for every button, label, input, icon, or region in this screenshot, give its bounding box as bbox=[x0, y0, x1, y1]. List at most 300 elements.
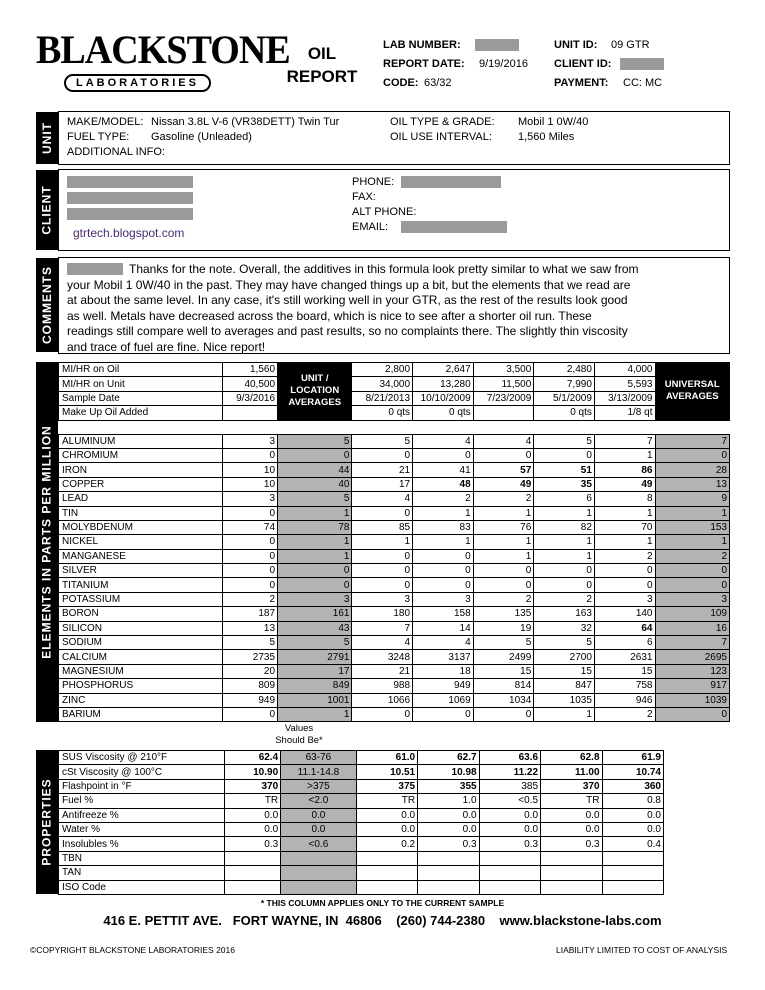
element-name: SILVER bbox=[59, 564, 223, 578]
table-row bbox=[59, 391, 730, 405]
element-universal-average: 3 bbox=[655, 592, 730, 606]
element-universal-average: 153 bbox=[655, 520, 730, 534]
element-history: 1 bbox=[473, 535, 534, 549]
element-history: 5 bbox=[534, 636, 595, 650]
cell-history: 8/21/2013 bbox=[352, 391, 413, 405]
property-row bbox=[59, 866, 664, 880]
element-history: 15 bbox=[534, 664, 595, 678]
cell-current: 40,500 bbox=[222, 377, 277, 391]
element-history: 4 bbox=[413, 434, 474, 448]
element-name: TITANIUM bbox=[59, 578, 223, 592]
element-history: 1069 bbox=[413, 693, 474, 707]
unit-box bbox=[58, 111, 730, 165]
copyright: ©COPYRIGHT BLACKSTONE LABORATORIES 2016 bbox=[30, 945, 235, 955]
property-history bbox=[356, 851, 417, 865]
table-row bbox=[59, 406, 730, 420]
element-unit-average: 161 bbox=[278, 607, 352, 621]
element-current: 0 bbox=[222, 535, 277, 549]
property-row bbox=[59, 765, 664, 779]
element-unit-average: 44 bbox=[278, 463, 352, 477]
comments-box bbox=[58, 257, 730, 354]
element-row bbox=[59, 535, 730, 549]
element-history: 18 bbox=[413, 664, 474, 678]
element-universal-average: 16 bbox=[655, 621, 730, 635]
element-history: 4 bbox=[413, 636, 474, 650]
property-history bbox=[541, 866, 602, 880]
element-current: 10 bbox=[222, 463, 277, 477]
property-row bbox=[59, 837, 664, 851]
property-history bbox=[418, 851, 479, 865]
lab-number-label: LAB NUMBER: bbox=[383, 39, 461, 51]
property-should-be: 0.0 bbox=[281, 822, 356, 836]
make-label: MAKE/MODEL: bbox=[67, 116, 144, 128]
element-history: 5 bbox=[534, 434, 595, 448]
cell-history: 34,000 bbox=[352, 377, 413, 391]
element-universal-average: 0 bbox=[655, 448, 730, 462]
property-history: TR bbox=[356, 794, 417, 808]
property-row bbox=[59, 822, 664, 836]
element-name: BARIUM bbox=[59, 707, 223, 721]
element-history: 2 bbox=[473, 492, 534, 506]
column-note: * THIS COLUMN APPLIES ONLY TO THE CURRENT SAMPLE bbox=[260, 898, 505, 908]
property-history: 63.6 bbox=[479, 751, 540, 765]
element-universal-average: 0 bbox=[655, 564, 730, 578]
element-history: 0 bbox=[594, 564, 655, 578]
spacer-row bbox=[59, 420, 730, 434]
property-history bbox=[479, 880, 540, 894]
values-should-be-header: Values Should Be* bbox=[275, 723, 323, 746]
cell-history: 0 qts bbox=[534, 406, 595, 420]
property-history: 0.0 bbox=[541, 822, 602, 836]
element-unit-average: 3 bbox=[278, 592, 352, 606]
element-unit-average: 43 bbox=[278, 621, 352, 635]
property-row bbox=[59, 808, 664, 822]
phone-label: PHONE: bbox=[352, 176, 395, 188]
element-history: 140 bbox=[594, 607, 655, 621]
element-history: 2 bbox=[594, 549, 655, 563]
oil-type-value: Mobil 1 0W/40 bbox=[518, 116, 589, 128]
element-history: 949 bbox=[413, 679, 474, 693]
property-row bbox=[59, 779, 664, 793]
row-label: MI/HR on Unit bbox=[59, 377, 223, 391]
oil-use-value: 1,560 Miles bbox=[518, 131, 575, 143]
element-universal-average: 109 bbox=[655, 607, 730, 621]
element-name: PHOSPHORUS bbox=[59, 679, 223, 693]
property-history: 0.0 bbox=[479, 808, 540, 822]
element-history: 1035 bbox=[534, 693, 595, 707]
cell-history bbox=[473, 406, 534, 420]
element-history: 57 bbox=[473, 463, 534, 477]
property-current: 370 bbox=[225, 779, 281, 793]
element-history: 1 bbox=[534, 549, 595, 563]
make-value: Nissan 3.8L V-6 (VR38DETT) Twin Tur bbox=[151, 116, 340, 128]
element-current: 0 bbox=[222, 506, 277, 520]
spacer-cell bbox=[59, 420, 730, 434]
element-universal-average: 9 bbox=[655, 492, 730, 506]
element-history: 1 bbox=[534, 535, 595, 549]
element-unit-average: 1 bbox=[278, 707, 352, 721]
element-row bbox=[59, 549, 730, 563]
table-row bbox=[59, 377, 730, 391]
row-label: Make Up Oil Added bbox=[59, 406, 223, 420]
element-name: LEAD bbox=[59, 492, 223, 506]
property-history: 0.8 bbox=[602, 794, 663, 808]
property-name: TBN bbox=[59, 851, 225, 865]
element-current: 13 bbox=[222, 621, 277, 635]
lab-number-redacted bbox=[475, 39, 519, 51]
element-name: CALCIUM bbox=[59, 650, 223, 664]
element-current: 949 bbox=[222, 693, 277, 707]
element-row bbox=[59, 636, 730, 650]
element-history: 76 bbox=[473, 520, 534, 534]
element-current: 20 bbox=[222, 664, 277, 678]
element-name: CHROMIUM bbox=[59, 448, 223, 462]
element-history: 814 bbox=[473, 679, 534, 693]
element-row bbox=[59, 448, 730, 462]
cell-history: 2,647 bbox=[413, 363, 474, 377]
element-name: SODIUM bbox=[59, 636, 223, 650]
element-unit-average: 849 bbox=[278, 679, 352, 693]
element-row bbox=[59, 520, 730, 534]
element-current: 10 bbox=[222, 477, 277, 491]
element-history: 70 bbox=[594, 520, 655, 534]
element-history: 4 bbox=[352, 636, 413, 650]
element-universal-average: 1 bbox=[655, 506, 730, 520]
element-unit-average: 78 bbox=[278, 520, 352, 534]
logo-sub-text: LABORATORIES bbox=[64, 74, 211, 92]
elements-section-label: ELEMENTS IN PARTS PER MILLION bbox=[36, 362, 58, 722]
element-history: 1 bbox=[413, 506, 474, 520]
element-history: 7 bbox=[352, 621, 413, 635]
element-history: 0 bbox=[352, 578, 413, 592]
property-history: 61.9 bbox=[602, 751, 663, 765]
property-history: 0.0 bbox=[418, 808, 479, 822]
element-history: 0 bbox=[473, 564, 534, 578]
element-history: 0 bbox=[352, 448, 413, 462]
property-name: Flashpoint in °F bbox=[59, 779, 225, 793]
property-history: 0.0 bbox=[602, 808, 663, 822]
element-universal-average: 917 bbox=[655, 679, 730, 693]
properties-section-label: PROPERTIES bbox=[36, 750, 58, 894]
property-history: 0.3 bbox=[479, 837, 540, 851]
property-history: TR bbox=[541, 794, 602, 808]
property-history: 1.0 bbox=[418, 794, 479, 808]
element-history: 32 bbox=[534, 621, 595, 635]
property-name: Antifreeze % bbox=[59, 808, 225, 822]
element-history: 0 bbox=[413, 578, 474, 592]
element-unit-average: 0 bbox=[278, 578, 352, 592]
element-name: NICKEL bbox=[59, 535, 223, 549]
property-history bbox=[541, 880, 602, 894]
property-should-be: <2.0 bbox=[281, 794, 356, 808]
element-history: 1 bbox=[594, 506, 655, 520]
element-universal-average: 123 bbox=[655, 664, 730, 678]
cell-history: 7/23/2009 bbox=[473, 391, 534, 405]
element-history: 15 bbox=[473, 664, 534, 678]
unit-averages-header: UNIT / LOCATION AVERAGES bbox=[278, 363, 352, 421]
fax-label: FAX: bbox=[352, 191, 376, 203]
cell-history: 7,990 bbox=[534, 377, 595, 391]
title-line1: OIL bbox=[307, 44, 337, 63]
element-history: 1 bbox=[534, 506, 595, 520]
element-history: 0 bbox=[534, 448, 595, 462]
report-date-value: 9/19/2016 bbox=[479, 58, 528, 70]
element-history: 64 bbox=[594, 621, 655, 635]
element-history: 4 bbox=[473, 434, 534, 448]
element-history: 0 bbox=[534, 578, 595, 592]
property-history bbox=[418, 880, 479, 894]
property-should-be: 63-76 bbox=[281, 751, 356, 765]
element-history: 5 bbox=[352, 434, 413, 448]
element-current: 2 bbox=[222, 592, 277, 606]
client-section-label: CLIENT bbox=[36, 170, 58, 250]
element-row bbox=[59, 578, 730, 592]
element-history: 2631 bbox=[594, 650, 655, 664]
unit-id-value: 09 GTR bbox=[611, 39, 650, 51]
element-universal-average: 7 bbox=[655, 636, 730, 650]
element-universal-average: 28 bbox=[655, 463, 730, 477]
element-name: MOLYBDENUM bbox=[59, 520, 223, 534]
element-history: 3 bbox=[413, 592, 474, 606]
element-history: 0 bbox=[473, 448, 534, 462]
element-name: IRON bbox=[59, 463, 223, 477]
element-history: 0 bbox=[413, 564, 474, 578]
cell-history: 3/13/2009 bbox=[594, 391, 655, 405]
element-history: 0 bbox=[413, 707, 474, 721]
element-history: 1034 bbox=[473, 693, 534, 707]
cell-history: 4,000 bbox=[594, 363, 655, 377]
element-history: 51 bbox=[534, 463, 595, 477]
payment-value: CC: MC bbox=[623, 77, 663, 89]
element-history: 82 bbox=[534, 520, 595, 534]
property-history: 10.74 bbox=[602, 765, 663, 779]
oil-type-label: OIL TYPE & GRADE: bbox=[390, 116, 495, 128]
cell-history: 0 qts bbox=[352, 406, 413, 420]
element-history: 41 bbox=[413, 463, 474, 477]
element-history: 49 bbox=[594, 477, 655, 491]
element-unit-average: 40 bbox=[278, 477, 352, 491]
property-current: 62.4 bbox=[225, 751, 281, 765]
element-history: 1 bbox=[534, 707, 595, 721]
element-history: 4 bbox=[352, 492, 413, 506]
element-history: 6 bbox=[534, 492, 595, 506]
cell-current: 9/3/2016 bbox=[222, 391, 277, 405]
property-history bbox=[418, 866, 479, 880]
element-history: 15 bbox=[594, 664, 655, 678]
element-history: 0 bbox=[352, 506, 413, 520]
element-universal-average: 0 bbox=[655, 707, 730, 721]
element-history: 1 bbox=[352, 535, 413, 549]
element-current: 187 bbox=[222, 607, 277, 621]
element-history: 180 bbox=[352, 607, 413, 621]
element-history: 3248 bbox=[352, 650, 413, 664]
property-should-be bbox=[281, 851, 356, 865]
element-unit-average: 2791 bbox=[278, 650, 352, 664]
property-current: 10.90 bbox=[225, 765, 281, 779]
property-current bbox=[225, 866, 281, 880]
element-history: 35 bbox=[534, 477, 595, 491]
element-unit-average: 5 bbox=[278, 636, 352, 650]
property-history: 0.0 bbox=[479, 822, 540, 836]
element-history: 163 bbox=[534, 607, 595, 621]
cell-history: 2,480 bbox=[534, 363, 595, 377]
element-current: 2735 bbox=[222, 650, 277, 664]
element-history: 0 bbox=[473, 578, 534, 592]
property-should-be bbox=[281, 880, 356, 894]
element-history: 85 bbox=[352, 520, 413, 534]
property-history bbox=[479, 851, 540, 865]
property-history: 370 bbox=[541, 779, 602, 793]
property-history bbox=[602, 880, 663, 894]
oil-use-label: OIL USE INTERVAL: bbox=[390, 131, 492, 143]
element-history: 0 bbox=[352, 707, 413, 721]
property-history: 0.3 bbox=[541, 837, 602, 851]
cell-history: 5/1/2009 bbox=[534, 391, 595, 405]
element-universal-average: 2 bbox=[655, 549, 730, 563]
elements-table bbox=[58, 362, 730, 722]
element-history: 3137 bbox=[413, 650, 474, 664]
property-history: 0.0 bbox=[602, 822, 663, 836]
property-history bbox=[541, 851, 602, 865]
element-history: 21 bbox=[352, 664, 413, 678]
element-history: 17 bbox=[352, 477, 413, 491]
cell-history: 2,800 bbox=[352, 363, 413, 377]
property-name: ISO Code bbox=[59, 880, 225, 894]
code-label: CODE: bbox=[383, 77, 419, 89]
element-history: 8 bbox=[594, 492, 655, 506]
element-history: 86 bbox=[594, 463, 655, 477]
property-name: Insolubles % bbox=[59, 837, 225, 851]
element-current: 0 bbox=[222, 564, 277, 578]
property-current bbox=[225, 880, 281, 894]
element-history: 2499 bbox=[473, 650, 534, 664]
property-row bbox=[59, 880, 664, 894]
element-history: 14 bbox=[413, 621, 474, 635]
element-universal-average: 2695 bbox=[655, 650, 730, 664]
client-address-redacted bbox=[67, 192, 193, 204]
element-name: ALUMINUM bbox=[59, 434, 223, 448]
element-current: 0 bbox=[222, 549, 277, 563]
property-row bbox=[59, 794, 664, 808]
property-history: 0.0 bbox=[418, 822, 479, 836]
element-history: 1 bbox=[594, 535, 655, 549]
comment-line: Thanks for the note. Overall, the additives in this formula look pretty similar to what we saw from bbox=[129, 262, 639, 276]
element-current: 0 bbox=[222, 707, 277, 721]
property-history bbox=[356, 880, 417, 894]
property-history: 10.98 bbox=[418, 765, 479, 779]
cell-history: 13,280 bbox=[413, 377, 474, 391]
element-history: 83 bbox=[413, 520, 474, 534]
phone-redacted bbox=[401, 176, 501, 188]
fuel-label: FUEL TYPE: bbox=[67, 131, 130, 143]
element-row bbox=[59, 621, 730, 635]
comment-line: as well. Metals have decreased across the board, which is nice to see after a shorter oil run. These bbox=[67, 308, 592, 323]
cell-current: 1,560 bbox=[222, 363, 277, 377]
property-current: 0.3 bbox=[225, 837, 281, 851]
property-history bbox=[479, 866, 540, 880]
cell-history: 1/8 qt bbox=[594, 406, 655, 420]
element-unit-average: 0 bbox=[278, 448, 352, 462]
property-should-be: <0.6 bbox=[281, 837, 356, 851]
element-name: MANGANESE bbox=[59, 549, 223, 563]
element-current: 74 bbox=[222, 520, 277, 534]
element-row bbox=[59, 463, 730, 477]
element-unit-average: 1 bbox=[278, 549, 352, 563]
element-history: 1 bbox=[473, 549, 534, 563]
element-history: 0 bbox=[473, 707, 534, 721]
property-history: 385 bbox=[479, 779, 540, 793]
element-row bbox=[59, 693, 730, 707]
email-redacted bbox=[401, 221, 507, 233]
property-name: cSt Viscosity @ 100°C bbox=[59, 765, 225, 779]
client-name-redacted bbox=[67, 176, 193, 188]
element-row bbox=[59, 506, 730, 520]
client-id-label: CLIENT ID: bbox=[554, 58, 612, 70]
property-name: Water % bbox=[59, 822, 225, 836]
element-history: 0 bbox=[413, 549, 474, 563]
client-box bbox=[58, 169, 730, 251]
comment-line: and trace of fuel are fine. Nice report! bbox=[67, 339, 266, 354]
lab-address: 416 E. PETTIT AVE. FORT WAYNE, IN 46806 (260) 744-2380 www.blackstone-labs.com bbox=[103, 913, 662, 928]
property-history: <0.5 bbox=[479, 794, 540, 808]
cell-current bbox=[222, 406, 277, 420]
element-history: 0 bbox=[413, 448, 474, 462]
element-current: 809 bbox=[222, 679, 277, 693]
alt-phone-label: ALT PHONE: bbox=[352, 206, 417, 218]
property-name: TAN bbox=[59, 866, 225, 880]
property-row bbox=[59, 751, 664, 765]
email-label: EMAIL: bbox=[352, 221, 389, 233]
element-current: 0 bbox=[222, 578, 277, 592]
element-row bbox=[59, 707, 730, 721]
liability: LIABILITY LIMITED TO COST OF ANALYSIS bbox=[556, 945, 728, 955]
property-history: 0.4 bbox=[602, 837, 663, 851]
element-history: 1 bbox=[473, 506, 534, 520]
title-line2: REPORT bbox=[286, 67, 358, 86]
element-history: 5 bbox=[473, 636, 534, 650]
report-date-label: REPORT DATE: bbox=[383, 58, 465, 70]
element-history: 2 bbox=[473, 592, 534, 606]
element-name: COPPER bbox=[59, 477, 223, 491]
payment-label: PAYMENT: bbox=[554, 77, 609, 89]
element-history: 0 bbox=[534, 564, 595, 578]
element-history: 1066 bbox=[352, 693, 413, 707]
comment-line: your Mobil 1 0W/40 in the past. They may have changed things up a bit, but the elements that we read are bbox=[67, 277, 631, 292]
property-history: 0.0 bbox=[356, 822, 417, 836]
property-name: Fuel % bbox=[59, 794, 225, 808]
element-unit-average: 17 bbox=[278, 664, 352, 678]
element-history: 19 bbox=[473, 621, 534, 635]
element-name: MAGNESIUM bbox=[59, 664, 223, 678]
properties-table bbox=[58, 750, 664, 895]
element-unit-average: 5 bbox=[278, 434, 352, 448]
logo-main-text: BLACKSTONE bbox=[36, 27, 290, 72]
property-history: 11.22 bbox=[479, 765, 540, 779]
property-history: 62.8 bbox=[541, 751, 602, 765]
element-row bbox=[59, 592, 730, 606]
element-name: SILICON bbox=[59, 621, 223, 635]
element-history: 946 bbox=[594, 693, 655, 707]
property-history: 355 bbox=[418, 779, 479, 793]
element-row bbox=[59, 664, 730, 678]
unit-section-label: UNIT bbox=[36, 112, 58, 164]
universal-averages-header: UNIVERSAL AVERAGES bbox=[655, 363, 730, 421]
element-history: 1 bbox=[594, 448, 655, 462]
additional-info-label: ADDITIONAL INFO: bbox=[67, 146, 165, 158]
property-history: 375 bbox=[356, 779, 417, 793]
element-history: 0 bbox=[352, 564, 413, 578]
element-name: POTASSIUM bbox=[59, 592, 223, 606]
